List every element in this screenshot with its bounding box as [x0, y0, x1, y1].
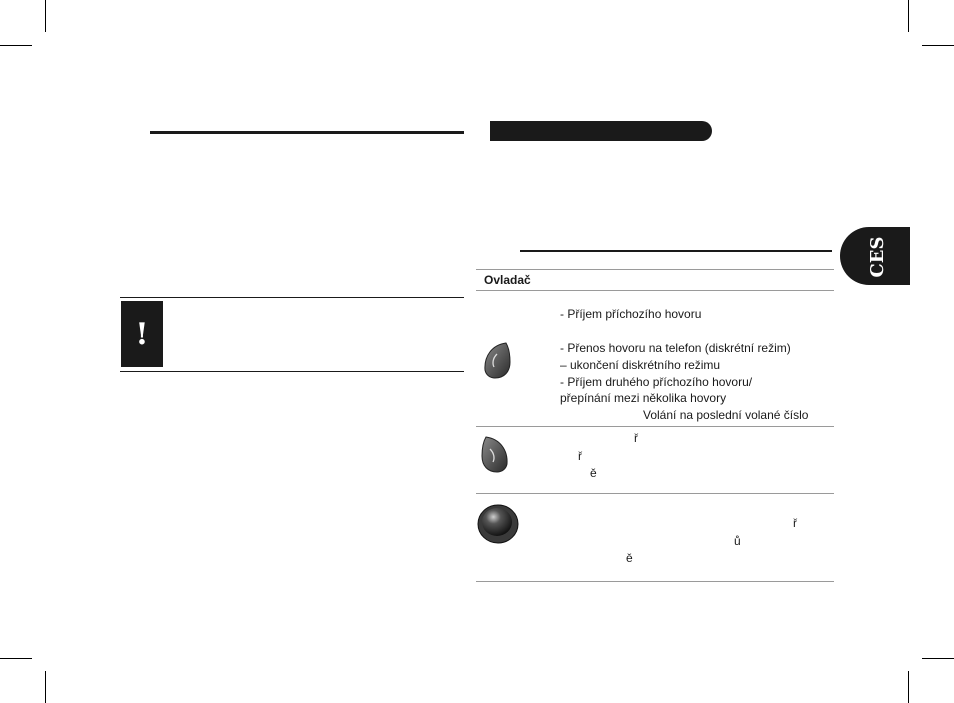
crop-mark — [922, 45, 954, 46]
language-tab-label: CES — [867, 236, 888, 278]
crop-mark — [0, 45, 32, 46]
row1-line: - Přenos hovoru na telefon (diskrétní režim) — [560, 341, 791, 355]
table-header-label: Ovladač — [484, 273, 531, 287]
red-hangup-button-icon — [478, 436, 510, 474]
warning-note — [120, 297, 464, 372]
row1-line: přepínání mezi několika hovory — [560, 391, 727, 405]
row2-fragment: ř — [578, 449, 582, 463]
row-divider — [476, 493, 834, 494]
crop-mark — [908, 671, 909, 703]
row3-fragment: ě — [626, 551, 633, 565]
jog-wheel-icon — [475, 503, 521, 545]
crop-mark — [45, 0, 46, 32]
table-header — [476, 269, 834, 291]
row1-line: – ukončení diskrétního režimu — [560, 358, 721, 372]
table-title-rule — [520, 250, 832, 252]
crop-mark — [0, 658, 32, 659]
row3-fragment: ř — [793, 516, 797, 530]
row3-fragment: ů — [734, 534, 741, 548]
green-call-button-icon — [482, 342, 512, 380]
crop-mark — [45, 671, 46, 703]
section-heading-bar — [490, 121, 712, 141]
row1-line: - Příjem příchozího hovoru — [560, 307, 702, 321]
row1-line: Volání na poslední volané číslo — [643, 408, 809, 422]
warning-icon: ! — [121, 301, 163, 367]
row-divider — [476, 426, 834, 427]
row2-fragment: ě — [590, 466, 597, 480]
crop-mark — [922, 658, 954, 659]
left-heading-rule — [150, 131, 464, 134]
row2-fragment: ř — [634, 431, 638, 445]
row-divider — [476, 581, 834, 582]
row1-line: - Příjem druhého příchozího hovoru/ — [560, 375, 753, 389]
crop-mark — [908, 0, 909, 32]
